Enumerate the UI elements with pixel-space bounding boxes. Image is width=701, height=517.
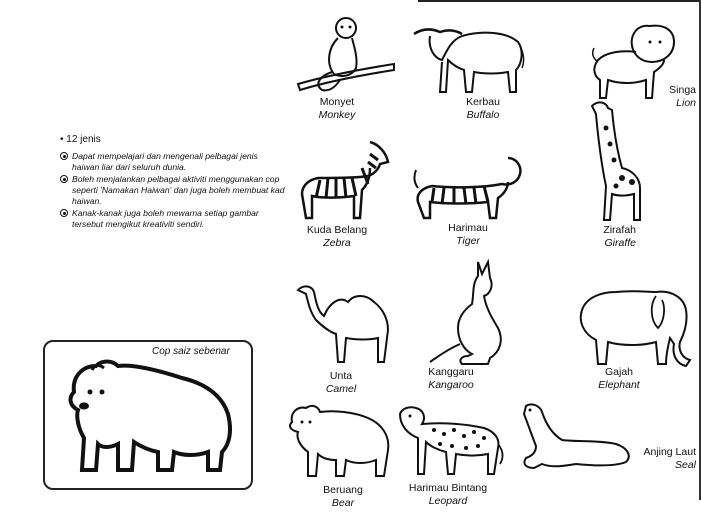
- caption-giraffe: Zirafah Giraffe: [603, 224, 636, 249]
- caption-leopard: Harimau Bintang Leopard: [408, 482, 488, 507]
- caption-bear: Beruang Bear: [323, 484, 363, 509]
- buffalo-image: [412, 24, 527, 96]
- feature-list: [60, 151, 286, 230]
- elephant-image: [576, 286, 696, 368]
- leopard-image: [396, 404, 506, 478]
- stamp-count: • 12 jenis: [60, 134, 101, 145]
- caption-monkey: Monyet Monkey: [318, 96, 356, 121]
- bullet-icon: [60, 175, 68, 183]
- giraffe-image: [586, 98, 646, 224]
- zebra-image: [298, 138, 392, 222]
- feature-item: Kanak-kanak juga boleh mewarna setiap gambar tersebut mengikut kreativiti sendiri.: [60, 208, 286, 230]
- caption-buffalo: Kerbau Buffalo: [466, 96, 500, 121]
- caption-kangaroo: Kanggaru Kangaroo: [428, 366, 474, 391]
- bear-image: [284, 402, 394, 480]
- product-info: [60, 134, 286, 231]
- top-border-line: [418, 0, 701, 2]
- bullet-icon: [60, 152, 68, 160]
- caption-zebra: Kuda Belang Zebra: [306, 224, 368, 249]
- bear-stamp-image: [62, 352, 240, 478]
- caption-elephant: Gajah Elephant: [598, 366, 640, 391]
- tiger-image: [412, 152, 524, 222]
- caption-tiger: Harimau Tiger: [448, 222, 488, 247]
- feature-item: Boleh menjalankan pelbagai aktiviti menggunakan cop seperti 'Namakan Haiwan' dan juga boleh membuat kad haiwan.: [60, 174, 286, 207]
- stamp-box-label: Cop saiz sebenar: [152, 346, 230, 357]
- monkey-image: [296, 14, 396, 94]
- camel-image: [296, 282, 394, 366]
- caption-seal: Anjing Laut Seal: [643, 446, 696, 471]
- kangaroo-image: [428, 258, 508, 368]
- caption-lion: Singa Lion: [669, 84, 696, 109]
- feature-item: Dapat mempelajari dan mengenali pelbagai jenis haiwan liar dari seluruh dunia.: [60, 151, 286, 173]
- caption-camel: Unta Camel: [325, 370, 357, 395]
- bullet-icon: [60, 209, 68, 217]
